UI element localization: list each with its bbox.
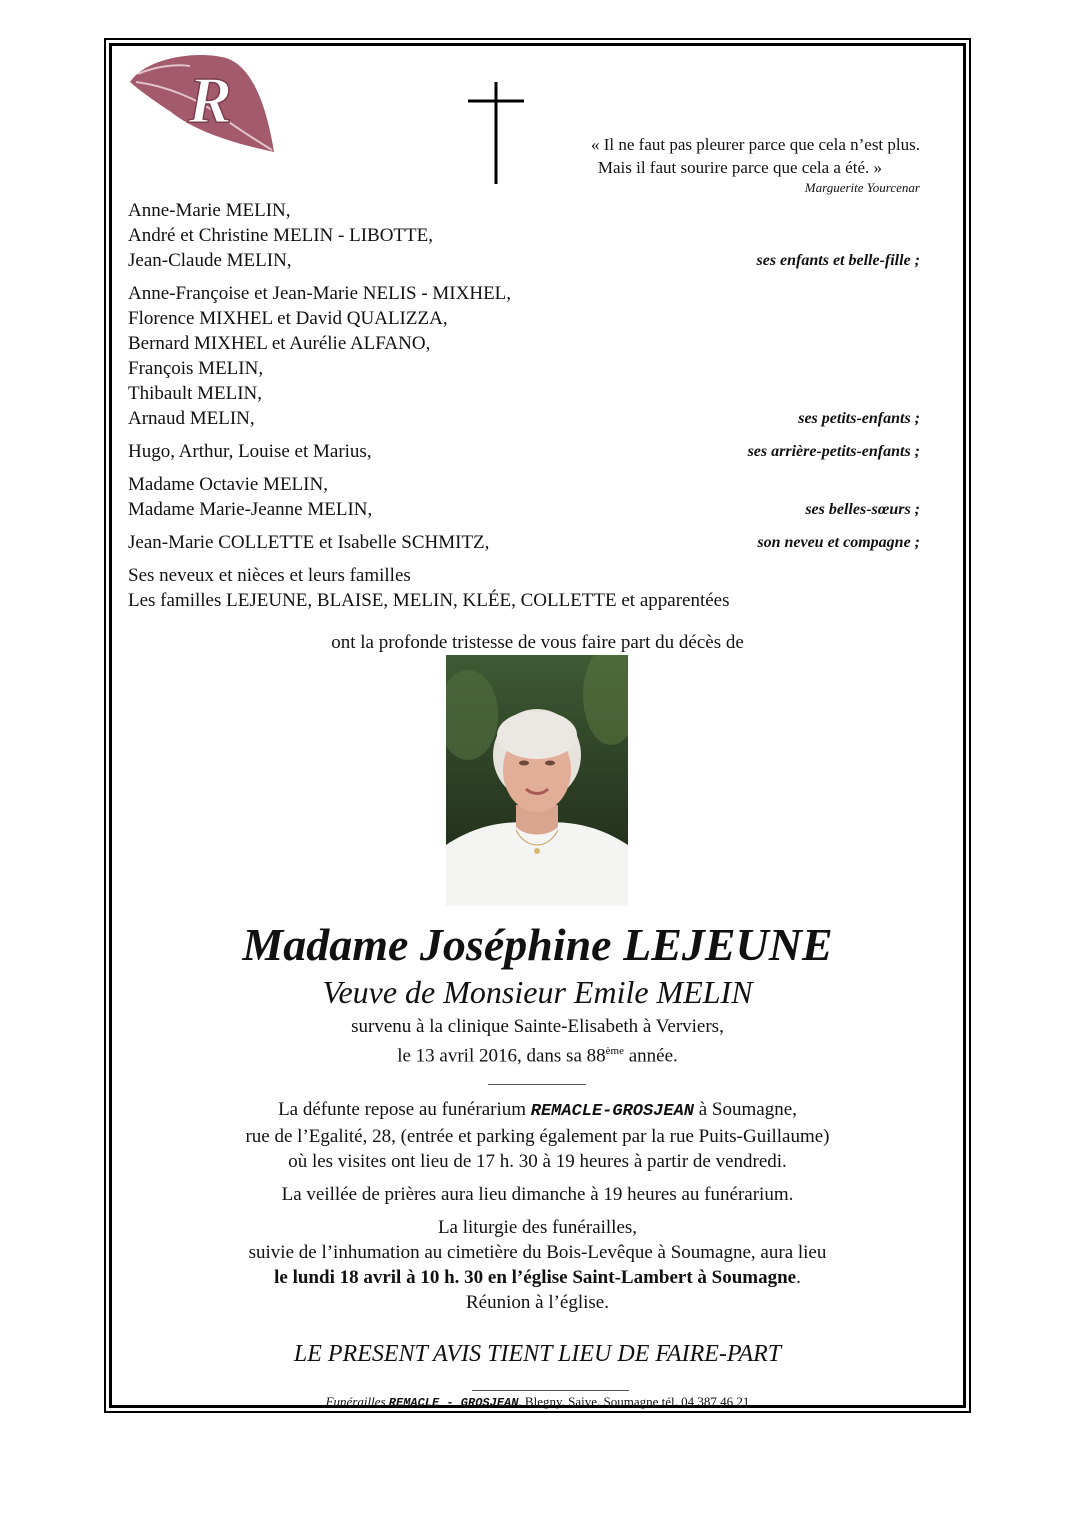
death-details xyxy=(110,1014,965,1068)
family-member-row xyxy=(128,406,920,431)
family-member-row xyxy=(128,563,920,588)
logo-letter: R xyxy=(188,64,233,137)
family-member-row xyxy=(128,439,920,464)
family-group xyxy=(128,281,920,431)
funeral-home-logo xyxy=(126,52,276,154)
family-relationship: ses petits-enfants ; xyxy=(798,410,920,427)
family-member-row xyxy=(128,530,920,555)
wake-line-1-end: à Soumagne, xyxy=(694,1099,797,1120)
deceased-name: Madame Joséphine LEJEUNE xyxy=(242,919,833,970)
family-member-row xyxy=(128,472,920,497)
family-member-row xyxy=(128,198,920,223)
footer-company: REMACLE - GROSJEAN xyxy=(388,1396,519,1410)
family-relationship: ses arrière-petits-enfants ; xyxy=(747,443,920,460)
family-relationship: ses enfants et belle-fille ; xyxy=(756,252,920,269)
widow-of: Veuve de Monsieur Emile MELIN xyxy=(322,974,753,1010)
cross-icon xyxy=(466,82,526,184)
wake-info xyxy=(110,1097,965,1174)
death-date-superscript: ème xyxy=(605,1045,624,1057)
family-relationship: ses belles-sœurs ; xyxy=(805,501,920,518)
liturgy-info xyxy=(110,1215,965,1315)
family-member-name: Les familles LEJEUNE, BLAISE, MELIN, KLÉE, COLLETTE et apparentées xyxy=(128,590,730,611)
family-member-name: André et Christine MELIN - LIBOTTE, xyxy=(128,225,433,246)
funeral-home-name: REMACLE-GROSJEAN xyxy=(530,1102,694,1121)
death-date xyxy=(110,1039,965,1068)
reunion-info: Réunion à l’église. xyxy=(466,1292,609,1313)
wake-address: rue de l’Egalité, 28, (entrée et parking également par la rue Puits-Guillaume) xyxy=(245,1126,830,1147)
family-member-name: Florence MIXHEL et David QUALIZZA, xyxy=(128,308,448,329)
quote-line-1: « Il ne faut pas pleurer parce que cela n’est plus. xyxy=(591,135,920,154)
epigraph-quote xyxy=(520,133,920,196)
family-member-name: Ses neveux et nièces et leurs familles xyxy=(128,565,411,586)
liturgy-date-place: le lundi 18 avril à 10 h. 30 en l’église Saint-Lambert à Soumagne xyxy=(274,1267,797,1288)
family-member-row xyxy=(128,381,920,406)
footer-contact: , Blegny, Saive, Soumagne tél. 04 387 46 21 xyxy=(518,1394,750,1409)
death-date-text: le 13 avril 2016, dans sa 88 xyxy=(397,1045,606,1067)
quote-line-2: Mais il faut sourire parce que cela a été. » xyxy=(597,158,882,177)
family-list xyxy=(128,198,920,621)
family-member-name: Madame Octavie MELIN, xyxy=(128,474,328,495)
section-divider xyxy=(488,1084,586,1085)
footer-prefix: Funérailles xyxy=(325,1394,389,1409)
family-relationship: son neveu et compagne ; xyxy=(757,534,920,551)
death-date-end: année. xyxy=(623,1045,678,1067)
quote-author: Marguerite Yourcenar xyxy=(804,180,920,195)
announcement-intro: ont la profonde tristesse de vous faire part du décès de xyxy=(331,632,744,653)
family-member-name: Hugo, Arthur, Louise et Marius, xyxy=(128,441,372,462)
family-member-name: Anne-Françoise et Jean-Marie NELIS - MIXHEL, xyxy=(128,283,512,304)
family-member-row xyxy=(128,248,920,273)
family-member-row xyxy=(128,497,920,522)
family-group xyxy=(128,439,920,464)
family-member-row xyxy=(128,331,920,356)
liturgy-line-1: La liturgie des funérailles, xyxy=(437,1217,638,1238)
family-member-name: Jean-Marie COLLETTE et Isabelle SCHMITZ, xyxy=(128,532,490,553)
family-group xyxy=(128,472,920,522)
family-group xyxy=(128,198,920,273)
family-member-name: Jean-Claude MELIN, xyxy=(128,250,292,271)
family-member-name: Thibault MELIN, xyxy=(128,383,263,404)
liturgy-line-3-end: . xyxy=(796,1267,801,1288)
footer xyxy=(110,1393,965,1412)
family-group xyxy=(128,563,920,613)
family-member-name: François MELIN, xyxy=(128,358,264,379)
family-group xyxy=(128,530,920,555)
family-member-row xyxy=(128,356,920,381)
liturgy-line-2: suivie de l’inhumation au cimetière du Bois-Levêque à Soumagne, aura lieu xyxy=(248,1242,827,1263)
death-place: survenu à la clinique Sainte-Elisabeth à Verviers, xyxy=(351,1016,724,1037)
family-member-row xyxy=(128,588,920,613)
family-member-name: Bernard MIXHEL et Aurélie ALFANO, xyxy=(128,333,431,354)
family-member-name: Madame Marie-Jeanne MELIN, xyxy=(128,499,373,520)
family-member-name: Arnaud MELIN, xyxy=(128,408,255,429)
family-member-row xyxy=(128,306,920,331)
portrait-photo xyxy=(446,655,628,906)
wake-line-1: La défunte repose au funérarium xyxy=(278,1099,531,1120)
family-member-name: Anne-Marie MELIN, xyxy=(128,200,291,221)
footer-divider xyxy=(472,1390,629,1391)
ceremony-details xyxy=(110,1097,965,1323)
wake-hours: où les visites ont lieu de 17 h. 30 à 19 heures à partir de vendredi. xyxy=(288,1151,787,1172)
family-member-row xyxy=(128,281,920,306)
family-member-row xyxy=(128,223,920,248)
vigil-info: La veillée de prières aura lieu dimanche à 19 heures au funérarium. xyxy=(281,1184,794,1205)
notice-statement: LE PRESENT AVIS TIENT LIEU DE FAIRE-PART xyxy=(293,1341,782,1367)
